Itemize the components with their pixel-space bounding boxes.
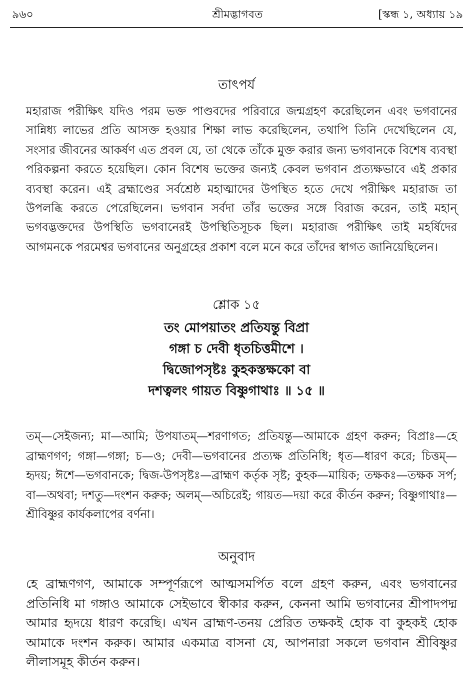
verse-heading: শ্লোক ১৫ <box>212 298 261 313</box>
translation-text: হে ব্রাহ্মণগণ, আমাকে সম্পূর্ণরূপে আত্মসমর্পিত বলে গ্রহণ করুন, এবং ভগবানের প্রতিনিধি মা গঙ্গাও আমাকে সেইভাবে স্বীকার করুন, কেননা আমি ভগবানের শ্রীপাদপদ্ম আমার হৃদয়ে ধারণ করেছি। এখন ব্রাহ্মণ-তনয় প্রেরিত তক্ষকই হোক বা কুহকই হোক আমাকে দংশন করুক। আমার একমাত্র বাসনা যে, আপনারা সকলে ভগবান শ্রীবিষ্ণুর লীলাসমূহ কীর্তন করুন। <box>26 576 457 670</box>
header-divider <box>10 27 463 28</box>
book-title: শ্রীমদ্ভাগবত <box>212 8 263 21</box>
verse-line: দ্বিজোপসৃষ্টঃ কুহকস্তক্ষকো বা <box>162 363 311 378</box>
page-number: ৯৬০ <box>12 8 34 21</box>
synonyms-section <box>26 427 457 525</box>
verse-line: গঙ্গা চ দেবী ধৃতচিত্তমীশে । <box>169 342 304 357</box>
verse-line: দশত্বলং গায়ত বিষ্ণুগাথাঃ ॥ ১৫ ॥ <box>148 384 325 399</box>
synonyms-text: তম্—সেইজন্য; মা—আমি; উপযাতম্—শরণাগত; প্রতিযন্তু—আমাকে গ্রহণ করুন; বিপ্রাঃ—হে ব্রাহ্মণগণ; গঙ্গা—গঙ্গা; চ—ও; দেবী—ভগবানের প্রত্যক্ষ প্রতিনিধি; ধৃত—ধারণ করে; চিত্তম্—হৃদয়; ঈশে—ভগবানকে; দ্বিজ-উপসৃষ্টঃ—ব্রাহ্মণ কর্তৃক সৃষ্ট; কুহক—মায়িক; তক্ষকঃ—তক্ষক সর্প; বা—অথবা; দশতু—দংশন করুক; অলম্—অচিরেই; গায়ত—দয়া করে কীর্তন করুন; বিষ্ণুগাথাঃ—শ্রীবিষ্ণুর কার্যকলাপের বর্ণনা। <box>26 429 457 521</box>
translation-section <box>26 574 457 672</box>
purport-heading: তাৎপর্য <box>218 78 255 93</box>
page-header <box>12 6 463 24</box>
chapter-reference: [স্কন্ধ ১, অধ্যায় ১৯ <box>378 8 463 21</box>
verse-block <box>0 318 473 402</box>
translation-heading: অনুবাদ <box>218 550 255 565</box>
verse-line: তং মোপয়াতং প্রতিযন্তু বিপ্রা <box>164 321 309 336</box>
purport-text: মহারাজ পরীক্ষিৎ যদিও পরম ভক্ত পাণ্ডবদের পরিবারে জন্মগ্রহণ করেছিলেন এবং ভগবানের সান্নিধ্য লাভের প্রতি আসক্ত হওয়ার শিক্ষা লাভ করেছিলেন, তথাপি তিনি দেখেছিলেন যে, সংসার জীবনের আকর্ষণ এত প্রবল যে, তা থেকে তাঁকে মুক্ত করার জন্য ভগবানকে বিশেষ ব্যবস্থা পরিকল্পনা করতে হয়েছিল। কোন বিশেষ ভক্তের জন্যই কেবল ভগবান প্রত্যক্ষভাবে এই প্রকার ব্যবস্থা করেন। এই ব্রহ্মাণ্ডের সর্বশ্রেষ্ঠ মহাত্মাদের উপস্থিত হতে দেখে পরীক্ষিৎ মহারাজ তা উপলব্ধি করতে পেরেছিলেন। ভগবান সর্বদা তাঁর ভক্তের সঙ্গে বিরাজ করেন, তাই মহান্ ভগবদ্ভক্তদের উপস্থিতি ভগবানেরই উপস্থিতিসূচক ছিল। মহারাজ পরীক্ষিৎ তাই মহর্ষিদের আগমনকে পরমেশ্বর ভগবানের অনুগ্রহের প্রকাশ বলে মনে করে তাঁদের স্বাগত জানিয়েছিলেন। <box>26 104 457 254</box>
purport-section <box>26 102 457 257</box>
